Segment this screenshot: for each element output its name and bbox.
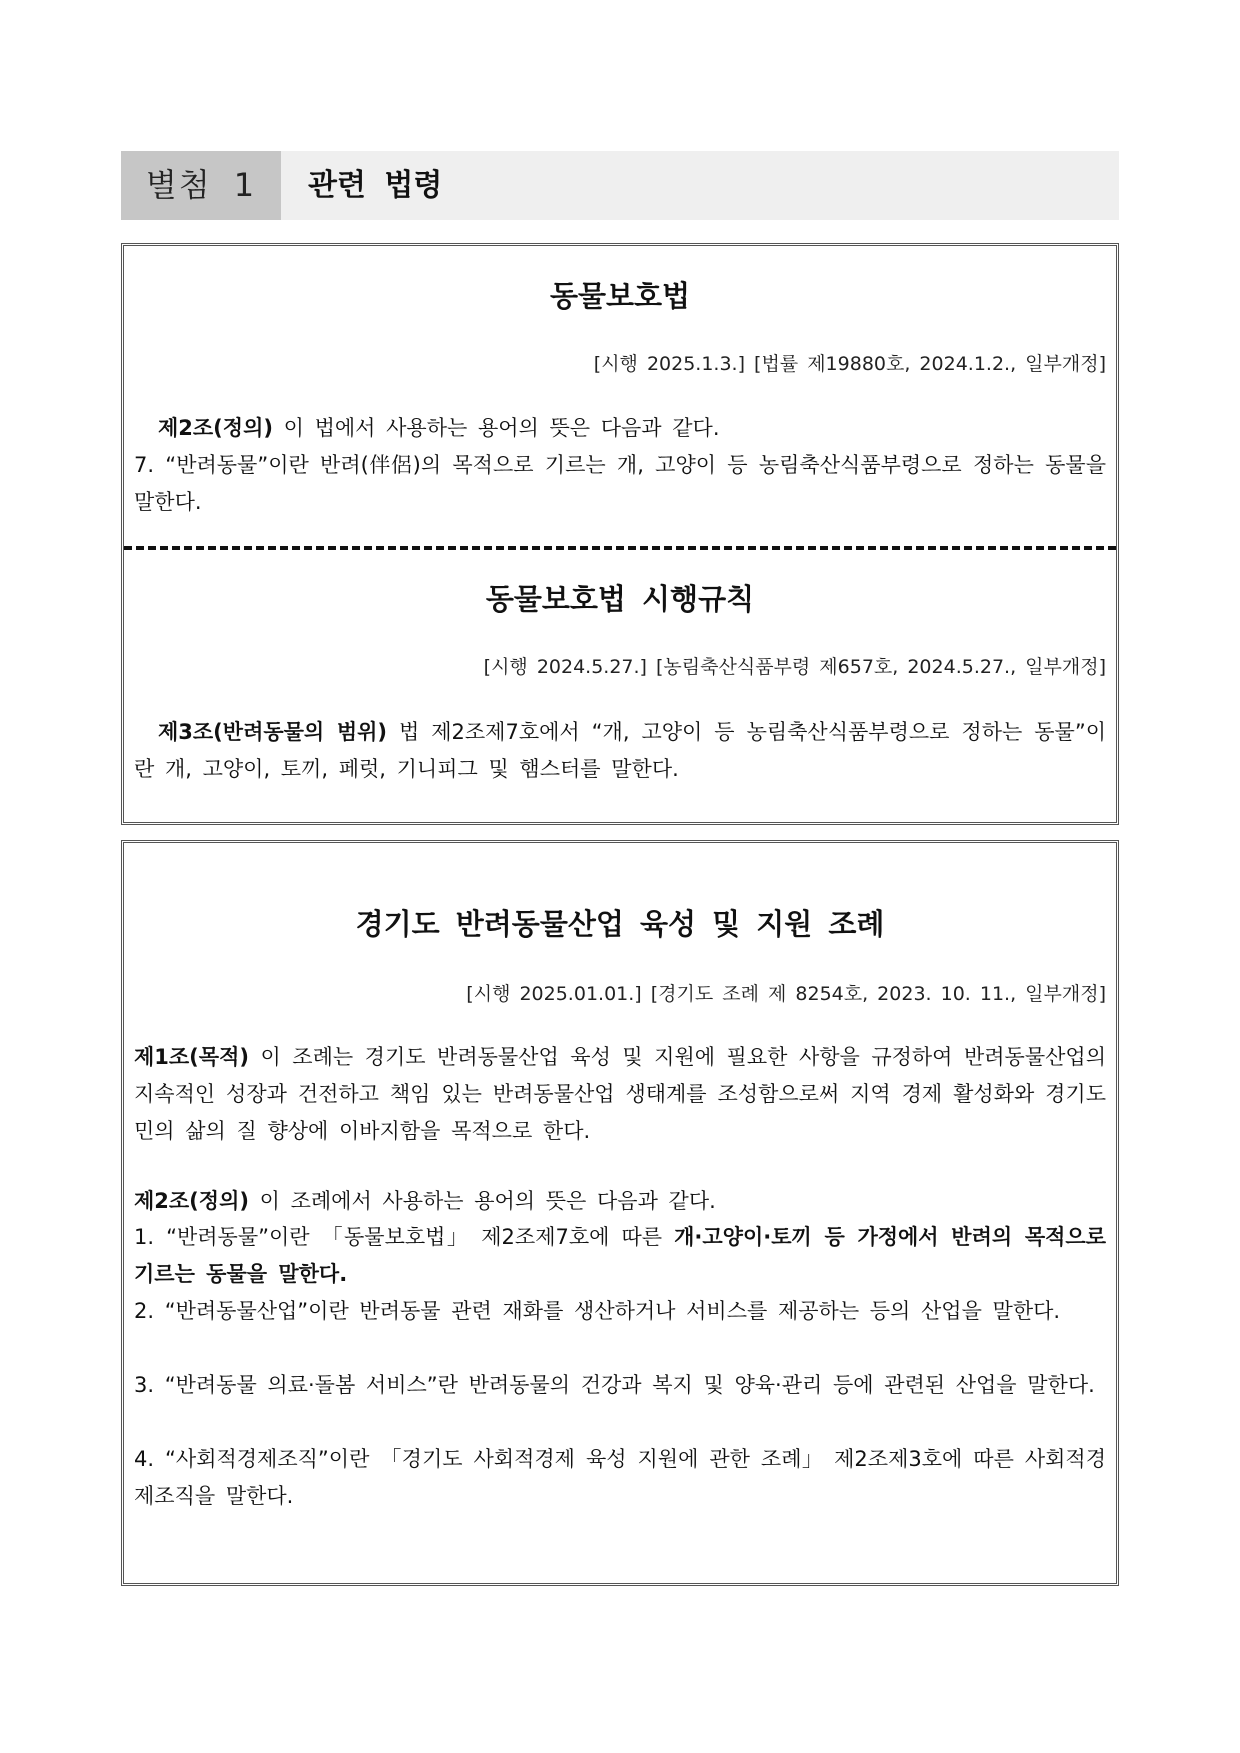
article-text: 이 법에서 사용하는 용어의 뜻은 다음과 같다. xyxy=(272,416,720,440)
item-text: 1. “반려동물”이란 「동물보호법」 제2조제7호에 따른 xyxy=(134,1225,675,1249)
law-title-gyeonggi-ordinance: 경기도 반려동물산업 육성 및 지원 조례 xyxy=(355,907,885,941)
article-text: 이 조례에서 사용하는 용어의 뜻은 다음과 같다. xyxy=(248,1189,716,1213)
definition-item-1 xyxy=(134,1219,1106,1293)
law-box-animal-protection xyxy=(121,243,1119,825)
definition-item-7: 7. “반려동물”이란 반려(伴侶)의 목적으로 기르는 개, 고양이 등 농림축산식품부령으로 정하는 동물을 말한다. xyxy=(134,453,1106,514)
law-title-animal-protection-act: 동물보호법 xyxy=(549,279,691,313)
attachment-label: 별첨 1 xyxy=(121,151,281,220)
article-heading: 제2조(정의) xyxy=(134,1189,249,1213)
definition-item-4: 4. “사회적경제조직”이란 「경기도 사회적경제 육성 지원에 관한 조례」 제2조제3호에 따른 사회적경제조직을 말한다. xyxy=(134,1447,1106,1508)
article-1-purpose xyxy=(134,1039,1106,1150)
law-box-gyeonggi-ordinance xyxy=(121,840,1119,1586)
enforcement-info-rules: [시행 2024.5.27.] [농림축산식품부령 제657호, 2024.5.27., 일부개정] xyxy=(483,656,1106,678)
definition-item-3: 3. “반려동물 의료·돌봄 서비스”란 반려동물의 건강과 복지 및 양육·관리 등에 관련된 산업을 말한다. xyxy=(134,1373,1095,1397)
law-title-enforcement-rules: 동물보호법 시행규칙 xyxy=(485,582,755,616)
attachment-header xyxy=(121,151,1119,220)
article-2-definition xyxy=(134,1183,1106,1220)
enforcement-info-act: [시행 2025.1.3.] [법률 제19880호, 2024.1.2., 일부개정] xyxy=(593,353,1106,375)
enforcement-info-ordinance: [시행 2025.01.01.] [경기도 조례 제 8254호, 2023. 10. 11., 일부개정] xyxy=(466,983,1106,1005)
item-emphasis: 개·고양이·토끼 등 가정에서 반려의 목적으로 기르는 동물을 말한다. xyxy=(134,1225,1106,1286)
page-title: 관련 법령 xyxy=(308,168,443,203)
article-3-scope xyxy=(134,714,1106,788)
dashed-divider xyxy=(124,546,1116,550)
article-heading: 제2조(정의) xyxy=(158,416,273,440)
definition-item-2: 2. “반려동물산업”이란 반려동물 관련 재화를 생산하거나 서비스를 제공하는 등의 산업을 말한다. xyxy=(134,1299,1061,1323)
article-text: 법 제2조제7호에서 “개, 고양이 등 농림축산식품부령으로 정하는 동물”이란 개, 고양이, 토끼, 페럿, 기니피그 및 햄스터를 말한다. xyxy=(134,720,1106,781)
article-text: 이 조례는 경기도 반려동물산업 육성 및 지원에 필요한 사항을 규정하여 반려동물산업의 지속적인 성장과 건전하고 책임 있는 반려동물산업 생태계를 조성함으로써 지역 경제 활성화와 경기도민의 삶의 질 향상에 이바지함을 목적으로 한다. xyxy=(134,1045,1106,1143)
article-heading: 제1조(목적) xyxy=(134,1045,249,1069)
article-heading: 제3조(반려동물의 범위) xyxy=(158,720,387,744)
article-2-definition xyxy=(134,410,1106,447)
